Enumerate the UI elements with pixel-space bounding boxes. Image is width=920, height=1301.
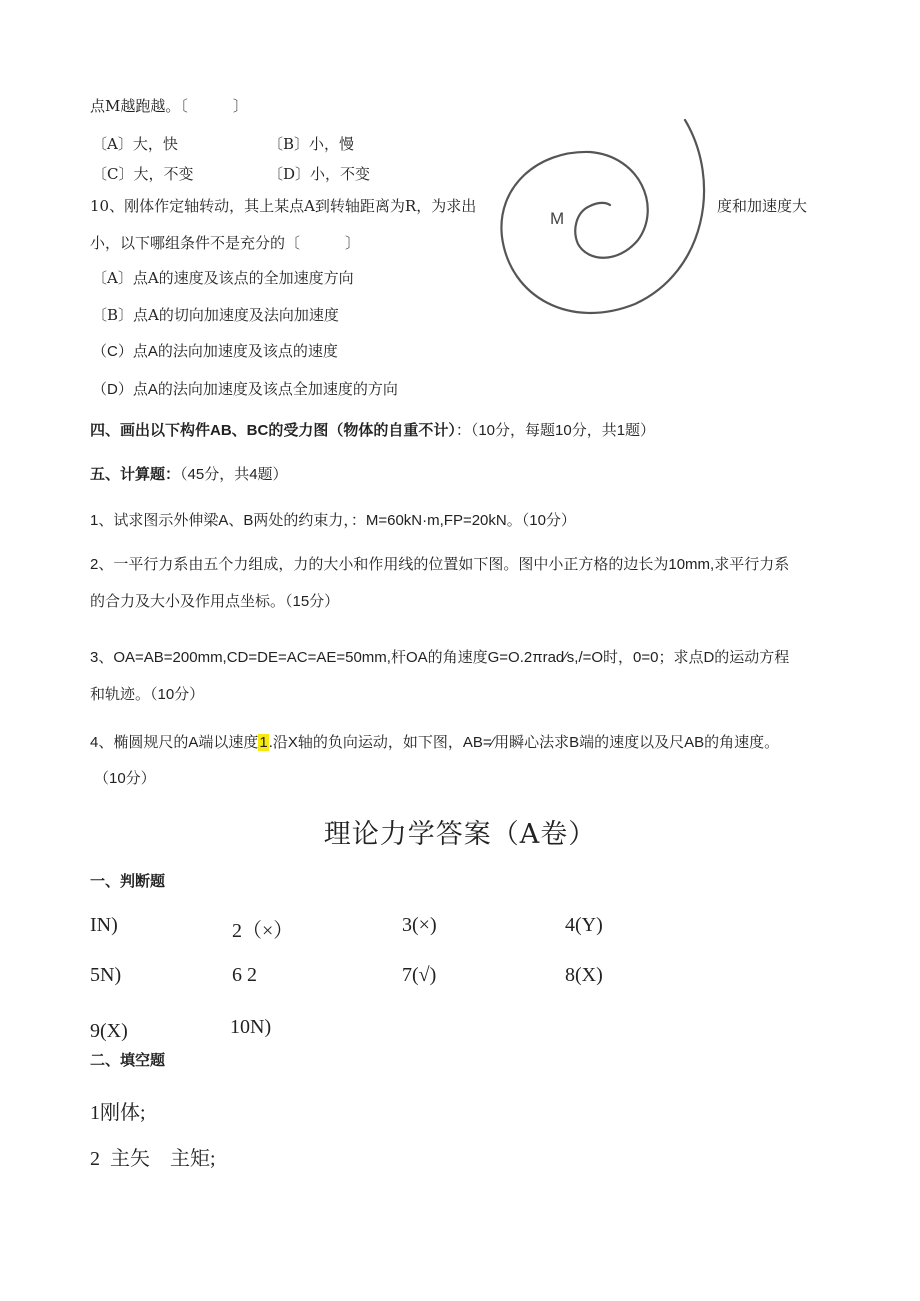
section5-line	[90, 463, 288, 484]
problem-3-line1: 3、OA=AB=200mm,CD=DE=AC=AE=50mm,杆OA的角速度G=O.2πrad∕s,/=O时，0=0；求点D的运动方程	[90, 649, 790, 666]
section4-note: ：（10分，每题10分，共1题）	[455, 422, 656, 439]
problem-4-post: .沿X轴的负向运动，如下图，AB=∕用瞬心法求B端的速度以及尺AB的角速度。	[268, 734, 780, 751]
q9-option-a: 〔A〕大，快	[92, 135, 178, 153]
q10-stem-left: 10、刚体作定轴转动，其上某点A到转轴距离为R，为求出	[90, 197, 477, 215]
judge-answer-1: IN)	[90, 914, 118, 936]
judge-answer-4: 4(Y)	[565, 914, 603, 936]
judge-answer-6: 6 2	[232, 964, 257, 986]
problem-4-pre: 4、椭圆规尺的A端以速度	[90, 734, 259, 751]
fill-answer-2: 2 主矢 主矩;	[90, 1148, 216, 1170]
q10-option-c: （C）点A的法向加速度及该点的速度	[92, 343, 338, 360]
q9-option-c: 〔C〕大，不变	[92, 165, 194, 183]
fill-answer-1: 1刚体;	[90, 1102, 146, 1124]
q10-option-d: （D）点A的法向加速度及该点全加速度的方向	[92, 381, 398, 398]
q10-option-a: 〔A〕点A的速度及该点的全加速度方向	[92, 269, 354, 287]
judge-answer-8: 8(X)	[565, 964, 603, 986]
spiral-path-figure	[490, 112, 712, 322]
judge-answer-10: 10N)	[230, 1016, 272, 1038]
problem-4-highlight: 1	[259, 734, 268, 751]
judge-answer-9: 9(X)	[90, 1020, 128, 1042]
section5-note: （45分，共4题）	[180, 466, 288, 483]
problem-3-line2: 和轨迹。（10分）	[90, 686, 205, 703]
problem-4-line2: （10分）	[94, 770, 156, 787]
q9-option-d: 〔D〕小，不变	[268, 165, 371, 183]
q10-option-b: 〔B〕点A的切向加速度及法向加速度	[92, 306, 339, 324]
problem-1: 1、试求图示外伸梁A、B两处的约束力，：M=60kN·m,FP=20kN。（10分）	[90, 512, 576, 529]
spiral-label-m: M	[550, 209, 565, 228]
q9-option-b: 〔B〕小，慢	[268, 135, 355, 153]
section4-line	[90, 419, 655, 440]
judge-answer-3: 3(×)	[402, 914, 437, 936]
answers-title: 理论力学答案（A卷）	[323, 819, 597, 850]
judge-answer-5: 5N)	[90, 964, 122, 986]
problem-2-line1: 2、一平行力系由五个力组成，力的大小和作用线的位置如下图。图中小正方格的边长为10mm,求平行力系	[90, 556, 790, 573]
section4-heading: 四、画出以下构件AB、BC的受力图（物体的自重不计）	[90, 422, 456, 439]
q9-stem: 点M越跑越。〔 〕	[90, 97, 248, 115]
judge-answer-7: 7(√)	[402, 964, 437, 986]
answers-section2-heading: 二、填空题	[90, 1052, 166, 1069]
q10-stem-right: 度和加速度大	[717, 197, 808, 215]
section5-heading: 五、计算题：	[90, 466, 181, 483]
problem-2-line2: 的合力及大小及作用点坐标。（15分）	[90, 593, 340, 610]
judge-answer-2: 2（×）	[232, 920, 294, 942]
problem-4-line1	[90, 731, 779, 752]
answers-section1-heading: 一、判断题	[90, 873, 166, 890]
q10-stem-line2: 小，以下哪组条件不是充分的〔 〕	[90, 234, 361, 252]
